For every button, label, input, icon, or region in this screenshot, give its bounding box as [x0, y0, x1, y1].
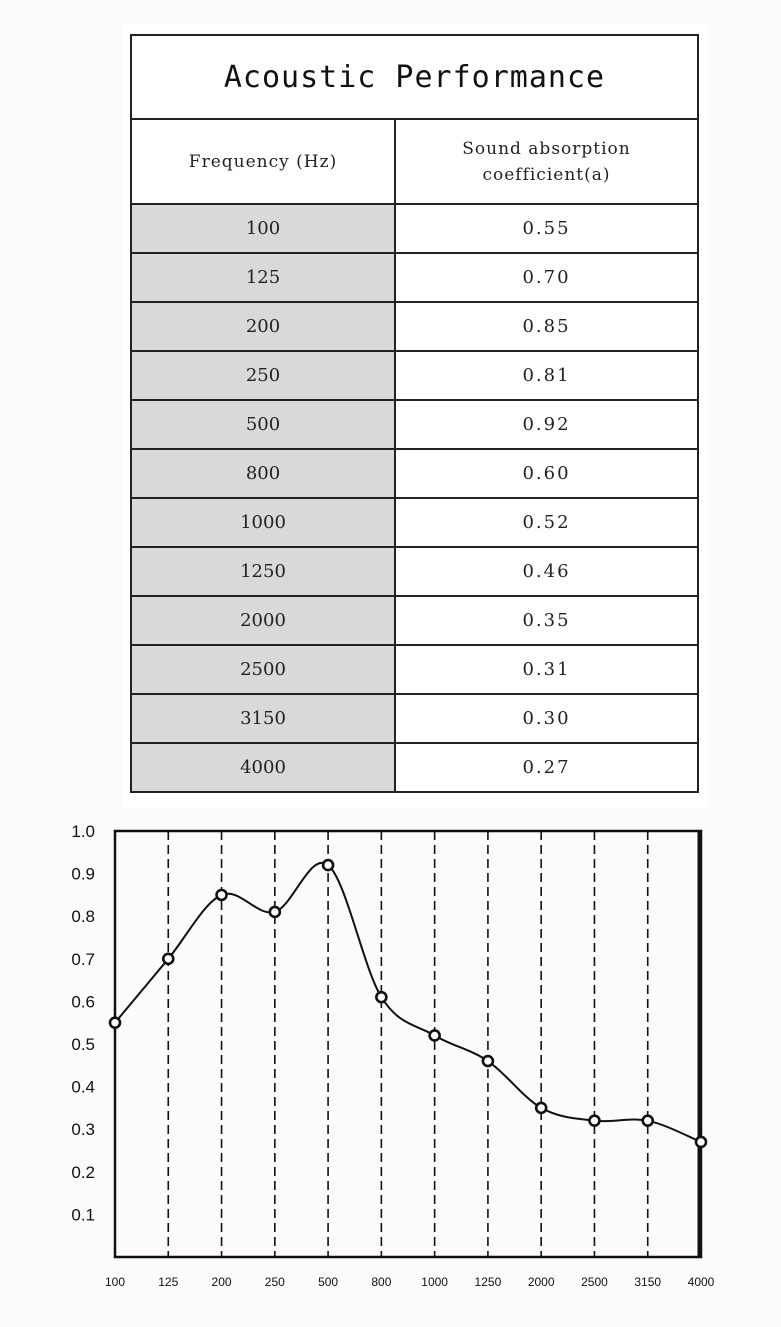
coefficient-cell: 0.92 — [395, 400, 698, 449]
y-tick-label: 0.3 — [71, 1120, 95, 1140]
y-tick-label: 0.9 — [71, 864, 95, 884]
frequency-cell: 125 — [131, 253, 395, 302]
frequency-cell: 1000 — [131, 498, 395, 547]
coefficient-cell: 0.31 — [395, 645, 698, 694]
table-title: Acoustic Performance — [131, 35, 698, 119]
x-tick-label: 500 — [318, 1275, 339, 1289]
data-point-1000 — [430, 1030, 440, 1040]
plot-area — [115, 831, 701, 1257]
frequency-header: Frequency (Hz) — [131, 119, 395, 204]
data-point-250 — [270, 907, 280, 917]
coefficient-cell: 0.27 — [395, 743, 698, 792]
frequency-cell: 2000 — [131, 596, 395, 645]
coefficient-header-line2: coefficient(a) — [482, 164, 611, 185]
data-point-125 — [163, 954, 173, 964]
x-tick-label: 125 — [158, 1275, 179, 1289]
y-tick-label: 0.5 — [71, 1035, 95, 1054]
x-tick-label: 2500 — [581, 1275, 608, 1289]
y-tick-label: 0.7 — [71, 949, 95, 969]
data-point-800 — [376, 992, 386, 1002]
data-point-100 — [110, 1018, 120, 1028]
coefficient-cell: 0.35 — [395, 596, 698, 645]
data-point-2000 — [536, 1103, 546, 1113]
x-tick-label: 2000 — [527, 1275, 555, 1289]
coefficient-cell: 0.30 — [395, 694, 698, 743]
frequency-cell: 100 — [131, 204, 395, 253]
coefficient-cell: 0.70 — [395, 253, 698, 302]
x-tick-label: 200 — [211, 1275, 232, 1289]
y-axis-ticks — [71, 822, 95, 1224]
coefficient-cell: 0.85 — [395, 302, 698, 351]
coefficient-cell: 0.60 — [395, 449, 698, 498]
coefficient-cell: 0.81 — [395, 351, 698, 400]
frequency-cell: 2500 — [131, 645, 395, 694]
data-point-3150 — [643, 1116, 653, 1126]
coefficient-cell: 0.55 — [395, 204, 698, 253]
x-tick-label: 1250 — [474, 1275, 502, 1289]
frequency-cell: 200 — [131, 302, 395, 351]
data-point-4000 — [696, 1137, 706, 1147]
x-tick-label: 3150 — [634, 1275, 662, 1289]
frequency-cell: 3150 — [131, 694, 395, 743]
x-tick-label: 100 — [104, 1275, 126, 1289]
y-tick-label: 0.6 — [71, 992, 95, 1012]
frequency-cell: 500 — [131, 400, 395, 449]
data-point-1250 — [483, 1056, 493, 1066]
x-axis-ticks — [105, 1275, 715, 1289]
data-point-500 — [323, 860, 333, 870]
y-tick-label: 0.8 — [71, 907, 95, 927]
y-tick-label: 0.1 — [71, 1205, 95, 1225]
coefficient-header-line1: Sound absorption — [462, 138, 631, 159]
frequency-cell: 4000 — [131, 743, 395, 792]
frequency-cell: 250 — [131, 351, 395, 400]
coefficient-cell: 0.46 — [395, 547, 698, 596]
data-point-200 — [217, 890, 227, 900]
data-point-2500 — [589, 1116, 599, 1126]
x-tick-label: 4000 — [687, 1275, 715, 1289]
x-tick-label: 800 — [371, 1275, 392, 1289]
x-tick-label: 250 — [264, 1275, 285, 1289]
coefficient-cell: 0.52 — [395, 498, 698, 547]
frequency-cell: 1250 — [131, 547, 395, 596]
x-tick-label: 1000 — [421, 1275, 448, 1289]
y-tick-label: 0.4 — [71, 1077, 95, 1097]
frequency-cell: 800 — [131, 449, 395, 498]
y-tick-label: 1.0 — [71, 822, 95, 841]
y-tick-label: 0.2 — [71, 1162, 95, 1182]
